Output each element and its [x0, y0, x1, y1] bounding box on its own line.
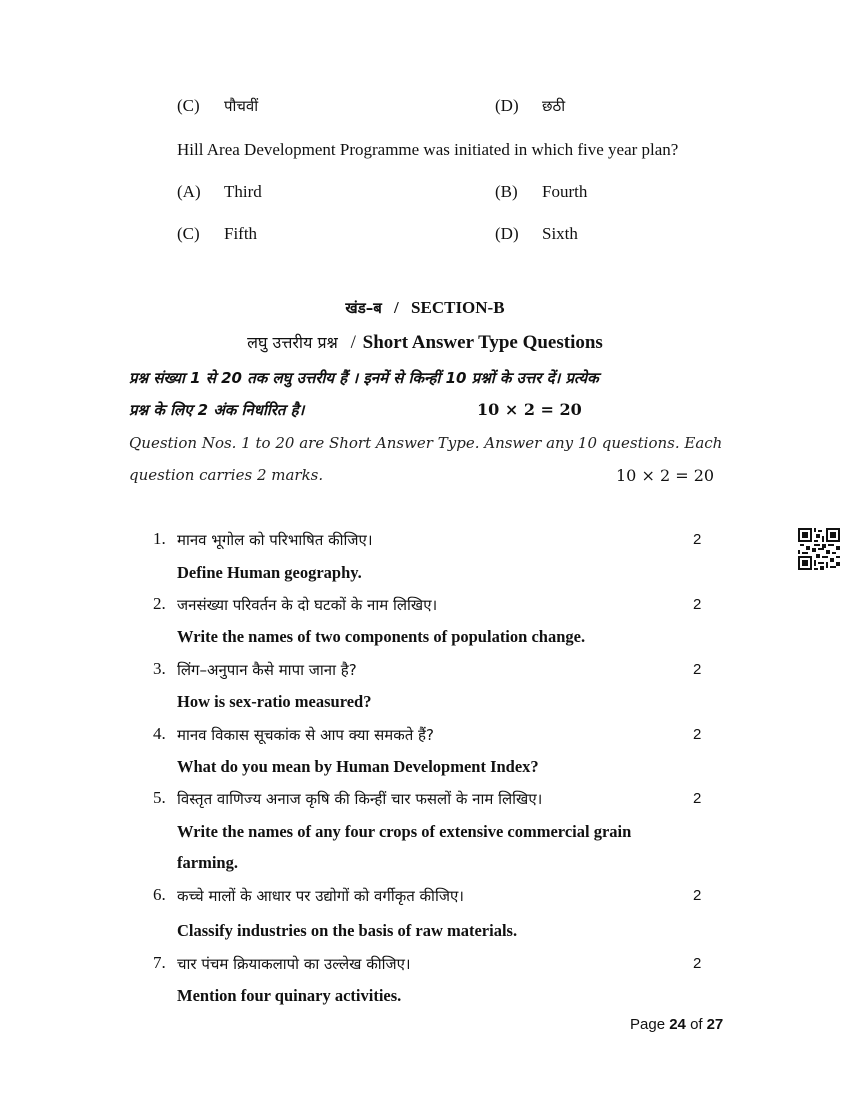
question-en: Write the names of two components of population change. [177, 627, 586, 646]
question-en: How is sex-ratio measured? [177, 692, 372, 711]
total-pages: 27 [706, 1016, 724, 1033]
option-label: (C) [177, 96, 200, 115]
question-number: 5. [153, 788, 166, 807]
page-number [630, 1016, 723, 1033]
question-text: Hill Area Development Programme was initiated in which five year plan? [177, 140, 679, 159]
option-text: Third [224, 182, 262, 201]
question-hi: मानव विकास सूचकांक से आप क्या समकते हैं? [177, 726, 434, 744]
question-marks: 2 [693, 531, 702, 548]
option-text: Sixth [542, 224, 578, 243]
option-text: Fifth [224, 224, 258, 243]
question-number: 3. [153, 659, 166, 678]
list-item [153, 594, 753, 646]
list-item [153, 788, 753, 872]
option-d [495, 224, 745, 246]
question-hi: जनसंख्या परिवर्तन के दो घटकों के नाम लिखिए। [177, 596, 438, 614]
question-en: Classify industries on the basis of raw materials. [177, 921, 518, 940]
option-text: पौचवीं [224, 97, 259, 115]
question-hi: मानव भूगोल को परिभाषित कीजिए। [177, 531, 373, 549]
question-hi: चार पंचम क्रियाकलापो का उल्लेख कीजिए। [177, 955, 411, 973]
page-label: Page [630, 1016, 666, 1033]
question-hi: लिंग–अनुपान कैसे मापा जाना है? [177, 661, 357, 679]
option-label: (D) [495, 224, 519, 243]
question-marks: 2 [693, 596, 702, 613]
section-heading [0, 298, 850, 318]
question-marks: 2 [693, 726, 702, 743]
question-en: Write the names of any four crops of extensive commercial grain [177, 822, 632, 841]
list-item [153, 885, 753, 940]
subheading-en: Short Answer Type Questions [362, 332, 603, 353]
question-number: 2. [153, 594, 166, 613]
subheading-separator: / [350, 332, 356, 353]
marks-formula-hi: 10 × 2 = 20 [477, 400, 582, 419]
question-number: 4. [153, 724, 166, 743]
question-en-continued: farming. [177, 853, 238, 872]
question-marks: 2 [693, 661, 702, 678]
option-text: छठी [542, 97, 566, 115]
question-marks: 2 [693, 887, 702, 904]
question-number: 6. [153, 885, 166, 904]
section-heading-hi: खंड–ब [345, 299, 382, 317]
question-hi: कच्चे मालों के आधार पर उद्योगों को वर्गीकृत कीजिए। [177, 887, 464, 905]
option-a [177, 182, 477, 204]
question-number: 1. [153, 529, 166, 548]
option-label: (D) [495, 96, 519, 115]
option-d-prev [495, 96, 745, 118]
question-marks: 2 [693, 955, 702, 972]
section-heading-en: SECTION-B [411, 298, 505, 317]
instruction-en-line2: question carries 2 marks. [129, 466, 324, 484]
list-item [153, 953, 753, 1005]
question-marks: 2 [693, 790, 702, 807]
option-text: Fourth [542, 182, 588, 201]
subheading-hi: लघु उत्तरीय प्रश्न [247, 333, 338, 352]
current-page: 24 [669, 1016, 686, 1033]
instruction-en-line1: Question Nos. 1 to 20 are Short Answer Type. Answer any 10 questions. Each [129, 434, 723, 452]
list-item [153, 724, 753, 776]
option-c [177, 224, 477, 246]
instruction-hi-line1: प्रश्न संख्या 1 से 20 तक लघु उत्तरीय हैं । इनमें से किन्हीं 10 प्रश्नों के उत्तर दें। प्रत्येक [129, 369, 599, 387]
page-of: of [690, 1016, 703, 1033]
question-en: Mention four quinary activities. [177, 986, 402, 1005]
option-b [495, 182, 745, 204]
question-en: What do you mean by Human Development Index? [177, 757, 539, 776]
option-label: (A) [177, 182, 201, 201]
option-c-prev [177, 96, 477, 118]
question-number: 7. [153, 953, 166, 972]
list-item [153, 529, 753, 582]
option-label: (C) [177, 224, 200, 243]
question-en: Define Human geography. [177, 563, 362, 582]
section-heading-separator: / [394, 298, 399, 317]
list-item [153, 659, 753, 711]
section-subheading [0, 331, 850, 354]
instruction-hi-line2: प्रश्न के लिए 2 अंक निर्धारित है। [129, 401, 305, 419]
question-hi: विस्तृत वाणिज्य अनाज कृषि की किन्हीं चार फसलों के नाम लिखिए। [177, 790, 543, 808]
option-label: (B) [495, 182, 518, 201]
marks-formula-en: 10 × 2 = 20 [616, 466, 715, 485]
qr-code-icon [798, 528, 840, 570]
